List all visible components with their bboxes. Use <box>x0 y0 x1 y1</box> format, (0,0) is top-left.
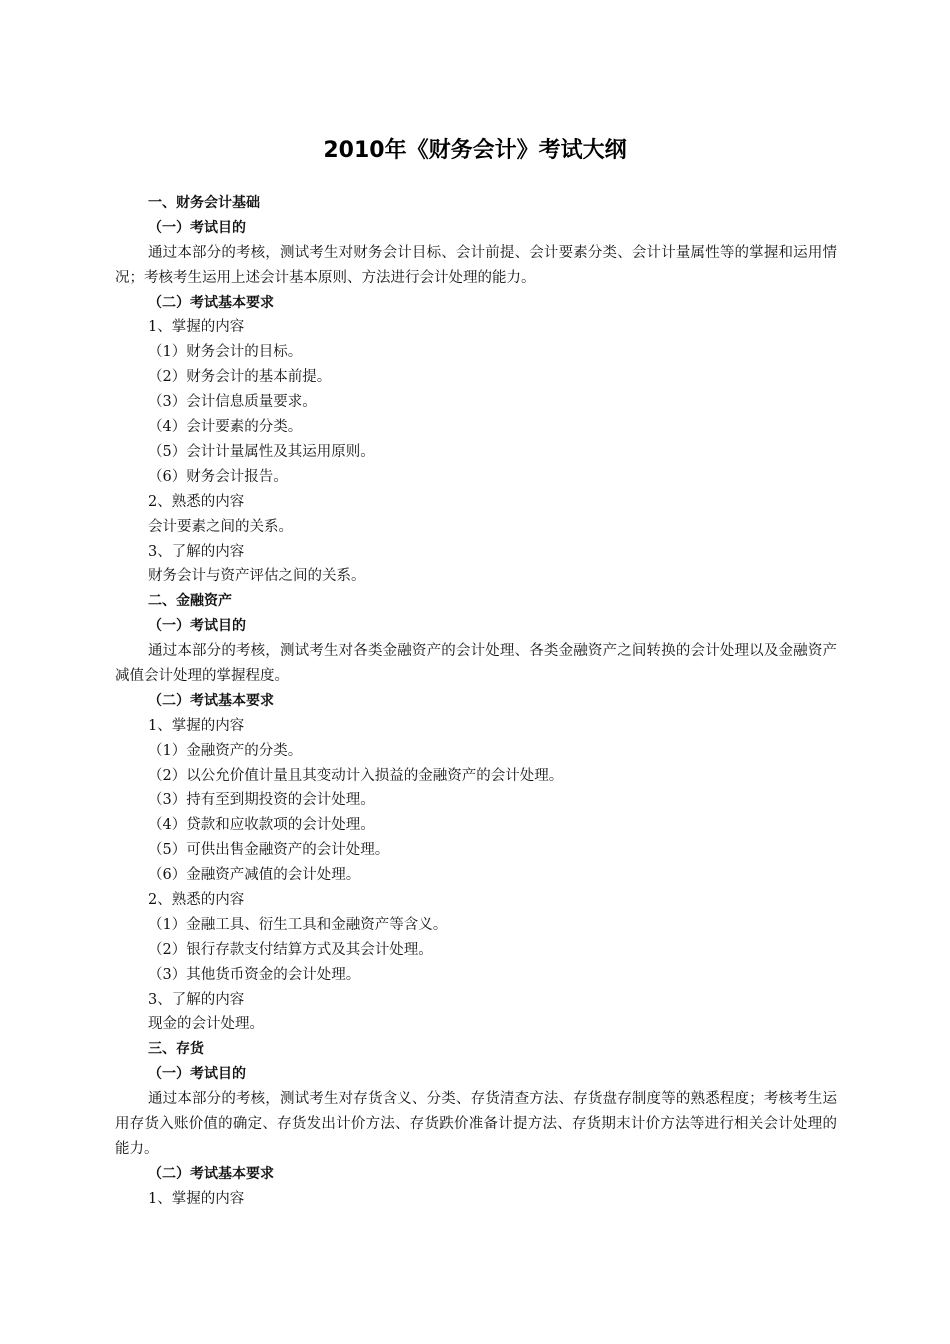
list-item: （6）金融资产减值的会计处理。 <box>148 867 361 884</box>
list-item: 现金的会计处理。 <box>148 1016 264 1033</box>
list-item: （2）银行存款支付结算方式及其会计处理。 <box>148 941 433 958</box>
list-heading: 3、了解的内容 <box>148 543 245 560</box>
list-heading: 2、熟悉的内容 <box>148 493 245 510</box>
section-heading: 一、财务会计基础 <box>148 195 260 211</box>
subsection-heading: （一）考试目的 <box>148 219 246 236</box>
paragraph: 通过本部分的考核，测试考生对各类金融资产的会计处理、各类金融资产之间转换的会计处理以及金融资产减值会计处理的掌握程度。 <box>115 643 837 684</box>
list-item: （4）贷款和应收款项的会计处理。 <box>148 817 375 834</box>
document-body <box>115 191 837 1212</box>
list-heading: 3、了解的内容 <box>148 991 245 1008</box>
list-item: （1）金融资产的分类。 <box>148 742 303 759</box>
document-title: 2010年《财务会计》考试大纲 <box>323 138 627 163</box>
list-item: （3）其他货币资金的会计处理。 <box>148 966 361 983</box>
section-heading: 三、存货 <box>148 1041 204 1058</box>
list-item: （1）金融工具、衍生工具和金融资产等含义。 <box>148 916 448 933</box>
list-item: 会计要素之间的关系。 <box>148 518 293 535</box>
list-item: （2）以公允价值计量且其变动计入损益的金融资产的会计处理。 <box>148 767 564 784</box>
paragraph: 通过本部分的考核，测试考生对财务会计目标、会计前提、会计要素分类、会计计量属性等的掌握和运用情况；考核考生运用上述会计基本原则、方法进行会计处理的能力。 <box>115 244 837 286</box>
paragraph: 通过本部分的考核，测试考生对存货含义、分类、存货清查方法、存货盘存制度等的熟悉程度；考核考生运用存货入账价值的确定、存货发出计价方法、存货跌价准备计提方法、存货期末计价方法等进行相关会计处理的能力。 <box>115 1091 837 1157</box>
subsection-heading: （二）考试基本要求 <box>148 692 274 709</box>
list-heading: 2、熟悉的内容 <box>148 892 245 908</box>
list-heading: 1、掌握的内容 <box>148 319 245 336</box>
subsection-heading: （一）考试目的 <box>148 1066 246 1083</box>
subsection-heading: （二）考试基本要求 <box>148 1165 274 1182</box>
list-item: （2）财务会计的基本前提。 <box>148 369 332 386</box>
subsection-heading: （二）考试基本要求 <box>148 294 274 311</box>
list-item: （5）会计计量属性及其运用原则。 <box>148 443 375 460</box>
subsection-heading: （一）考试目的 <box>148 618 246 635</box>
list-item: 财务会计与资产评估之间的关系。 <box>148 568 366 585</box>
section-heading: 二、金融资产 <box>148 593 232 610</box>
list-item: （6）财务会计报告。 <box>148 468 288 485</box>
list-item: （3）会计信息质量要求。 <box>148 394 317 411</box>
list-item: （5）可供出售金融资产的会计处理。 <box>148 842 390 859</box>
list-item: （4）会计要素的分类。 <box>148 419 303 436</box>
list-item: （3）持有至到期投资的会计处理。 <box>148 792 375 809</box>
list-item: （1）财务会计的目标。 <box>148 344 303 361</box>
list-heading: 1、掌握的内容 <box>148 717 245 734</box>
list-heading: 1、掌握的内容 <box>148 1190 245 1207</box>
